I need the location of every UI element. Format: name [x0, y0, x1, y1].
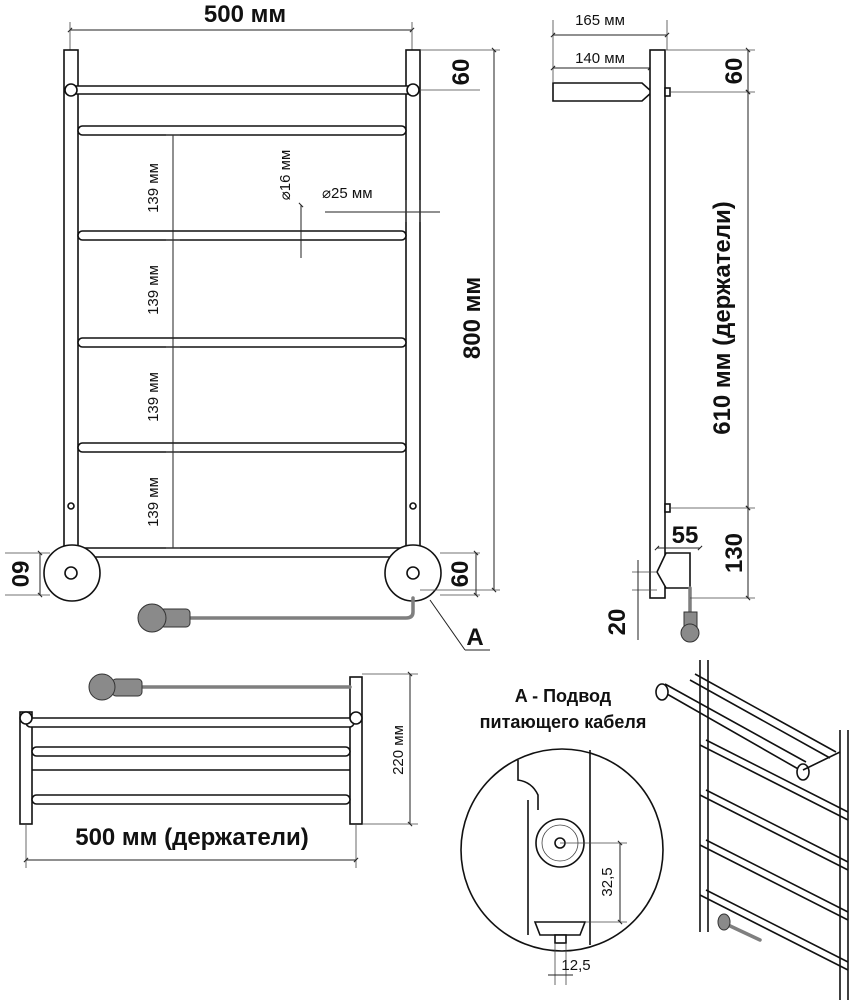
detail-a-width-label: 12,5	[561, 957, 591, 974]
detail-a-height-label: 32,5	[599, 867, 616, 897]
side-bottom-label: 130	[721, 532, 748, 574]
diameter-symbol: ⌀	[277, 191, 294, 201]
detail-a	[461, 686, 663, 985]
bottom-left-offset-label: 60	[6, 560, 33, 588]
top-right-post	[350, 677, 362, 824]
side-post	[650, 50, 665, 598]
side-top-label: 60	[721, 57, 748, 85]
crossbars	[68, 86, 416, 557]
side-holders-label: 610 мм (держатели)	[709, 201, 736, 435]
tube-diameter-label: 16 мм	[277, 149, 294, 192]
side-offset-label: 55	[671, 522, 699, 549]
detail-a-title-line1: A - Подвод	[514, 686, 612, 706]
side-bracket-label: 140 мм	[575, 50, 625, 67]
side-bracket-arm	[553, 83, 652, 101]
spacing-label-3: 139 мм	[145, 372, 162, 422]
isometric-view	[656, 660, 848, 1000]
front-view	[5, 1, 500, 651]
bottom-right-offset-label: 60	[447, 560, 474, 588]
plug-top	[89, 674, 142, 700]
power-cable-front	[190, 598, 413, 618]
front-width-label: 500 мм	[203, 1, 287, 28]
iso-crossbars	[700, 740, 848, 970]
post-diameter-label: 25 мм	[331, 185, 373, 202]
callout-a-label: A	[466, 624, 484, 651]
top-offset-label: 60	[448, 58, 475, 86]
iso-top-shelf	[656, 674, 840, 780]
top-holders-width-label: 500 мм (держатели)	[75, 824, 309, 851]
top-view	[20, 674, 418, 868]
spacing-label-4: 139 мм	[145, 477, 162, 527]
side-depth-label: 165 мм	[575, 12, 625, 29]
spacing-label-1: 139 мм	[145, 163, 162, 213]
svg-text:⌀25 мм: ⌀25 мм	[322, 185, 373, 202]
top-depth-label: 220 мм	[390, 725, 407, 775]
svg-text:⌀16 мм	[277, 150, 294, 201]
top-left-post	[20, 712, 32, 824]
side-view	[553, 12, 755, 642]
right-post	[406, 50, 420, 598]
mount-screw-top-right	[407, 84, 419, 96]
detail-a-title-line2: питающего кабеля	[479, 712, 647, 732]
side-cable-label: 20	[604, 608, 631, 636]
plug-side	[681, 612, 699, 642]
plug-front	[138, 604, 190, 632]
left-post	[64, 50, 78, 598]
spacing-label-2: 139 мм	[145, 265, 162, 315]
front-height-label: 800 мм	[459, 276, 486, 360]
mount-screw-top-left	[65, 84, 77, 96]
iso-power-cable	[728, 925, 760, 940]
